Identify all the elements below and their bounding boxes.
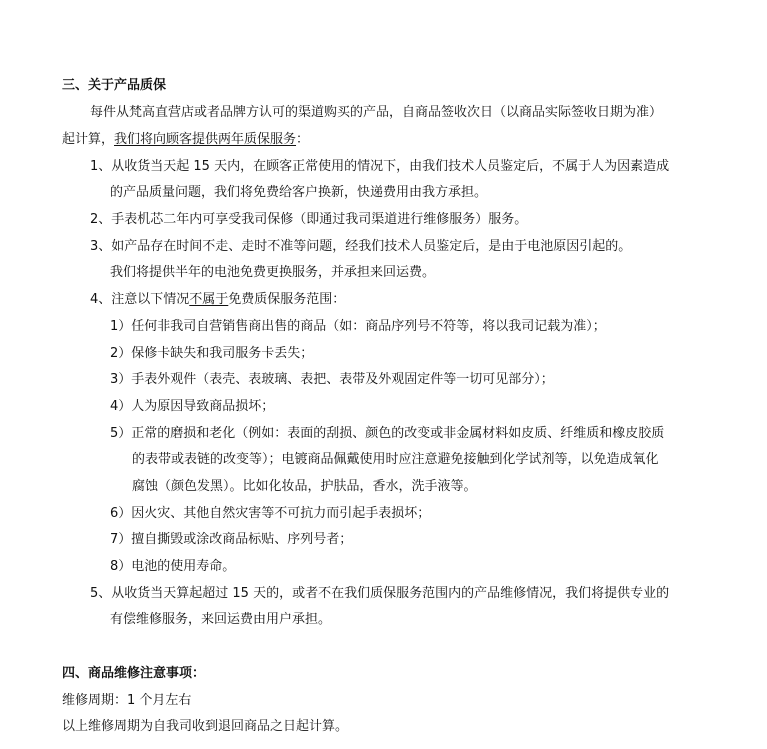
not-covered-underlined: 不属于 <box>189 292 229 307</box>
item1-line1: 1、从收货当天起 15 天内，在顾客正常使用的情况下，由我们技术人员鉴定后，不属于人为因素造成 <box>90 159 670 174</box>
sub-item-5-line2: 的表带或表链的改变等）；电镀商品佩戴使用时应注意避免接触到化学试剂等，以免造成氧化 <box>132 452 659 467</box>
item1-line2: 的产品质量问题，我们将免费给客户换新，快递费用由我方承担。 <box>110 185 488 200</box>
item2: 2、手表机芯二年内可享受我司保修（即通过我司渠道进行维修服务）服务。 <box>90 212 528 227</box>
repair-period: 维修周期：1 个月左右 <box>62 693 192 708</box>
item4 <box>90 291 345 308</box>
section3-intro-line1: 每件从梵高直营店或者品牌方认可的渠道购买的产品，自商品签收次日（以商品实际签收日期为准） <box>90 105 663 120</box>
sub-item-5-line3: 腐蚀（颜色发黑）。比如化妆品，护肤品，香水，洗手液等。 <box>132 479 477 494</box>
intro-prefix: 起计算， <box>62 132 115 147</box>
section3-intro-line2 <box>62 131 309 148</box>
sub-item-8: 8）电池的使用寿命。 <box>110 559 236 574</box>
repair-period-note: 以上维修周期为自我司收到退回商品之日起计算。 <box>62 719 349 734</box>
item5-line1: 5、从收货当天算起超过 15 天的，或者不在我们质保服务范围内的产品维修情况，我们将提供专业的 <box>90 586 670 601</box>
item5-line2: 有偿维修服务，来回运费由用户承担。 <box>110 612 332 627</box>
item4-prefix: 4、注意以下情况 <box>90 292 190 307</box>
item4-suffix: 免费质保服务范围： <box>228 292 346 307</box>
sub-item-2: 2）保修卡缺失和我司服务卡丢失； <box>110 346 314 361</box>
sub-item-6: 6）因火灾、其他自然灾害等不可抗力而引起手表损坏； <box>110 506 431 521</box>
item3-line2: 我们将提供半年的电池免费更换服务，并承担来回运费。 <box>110 265 436 280</box>
two-year-warranty-underlined: 我们将向顾客提供两年质保服务 <box>114 132 297 147</box>
section3-title: 三、关于产品质保 <box>62 78 167 93</box>
item3-line1: 3、如产品存在时间不走、走时不准等问题，经我们技术人员鉴定后，是由于电池原因引起的。 <box>90 239 632 254</box>
sub-item-7: 7）擅自撕毁或涂改商品标贴、序列号者； <box>110 532 353 547</box>
sub-item-1: 1）任何非我司自营销售商出售的商品（如：商品序列号不符等，将以我司记载为准）； <box>110 319 606 334</box>
sub-item-5-line1: 5）正常的磨损和老化（例如：表面的刮损、颜色的改变或非金属材料如皮质、纤维质和橡皮胶质 <box>110 426 665 441</box>
sub-item-4: 4）人为原因导致商品损坏； <box>110 399 275 414</box>
intro-suffix: ： <box>296 132 310 147</box>
section4-title: 四、商品维修注意事项： <box>62 666 206 681</box>
sub-item-3: 3）手表外观件（表壳、表玻璃、表把、表带及外观固定件等一切可见部分）； <box>110 372 554 387</box>
